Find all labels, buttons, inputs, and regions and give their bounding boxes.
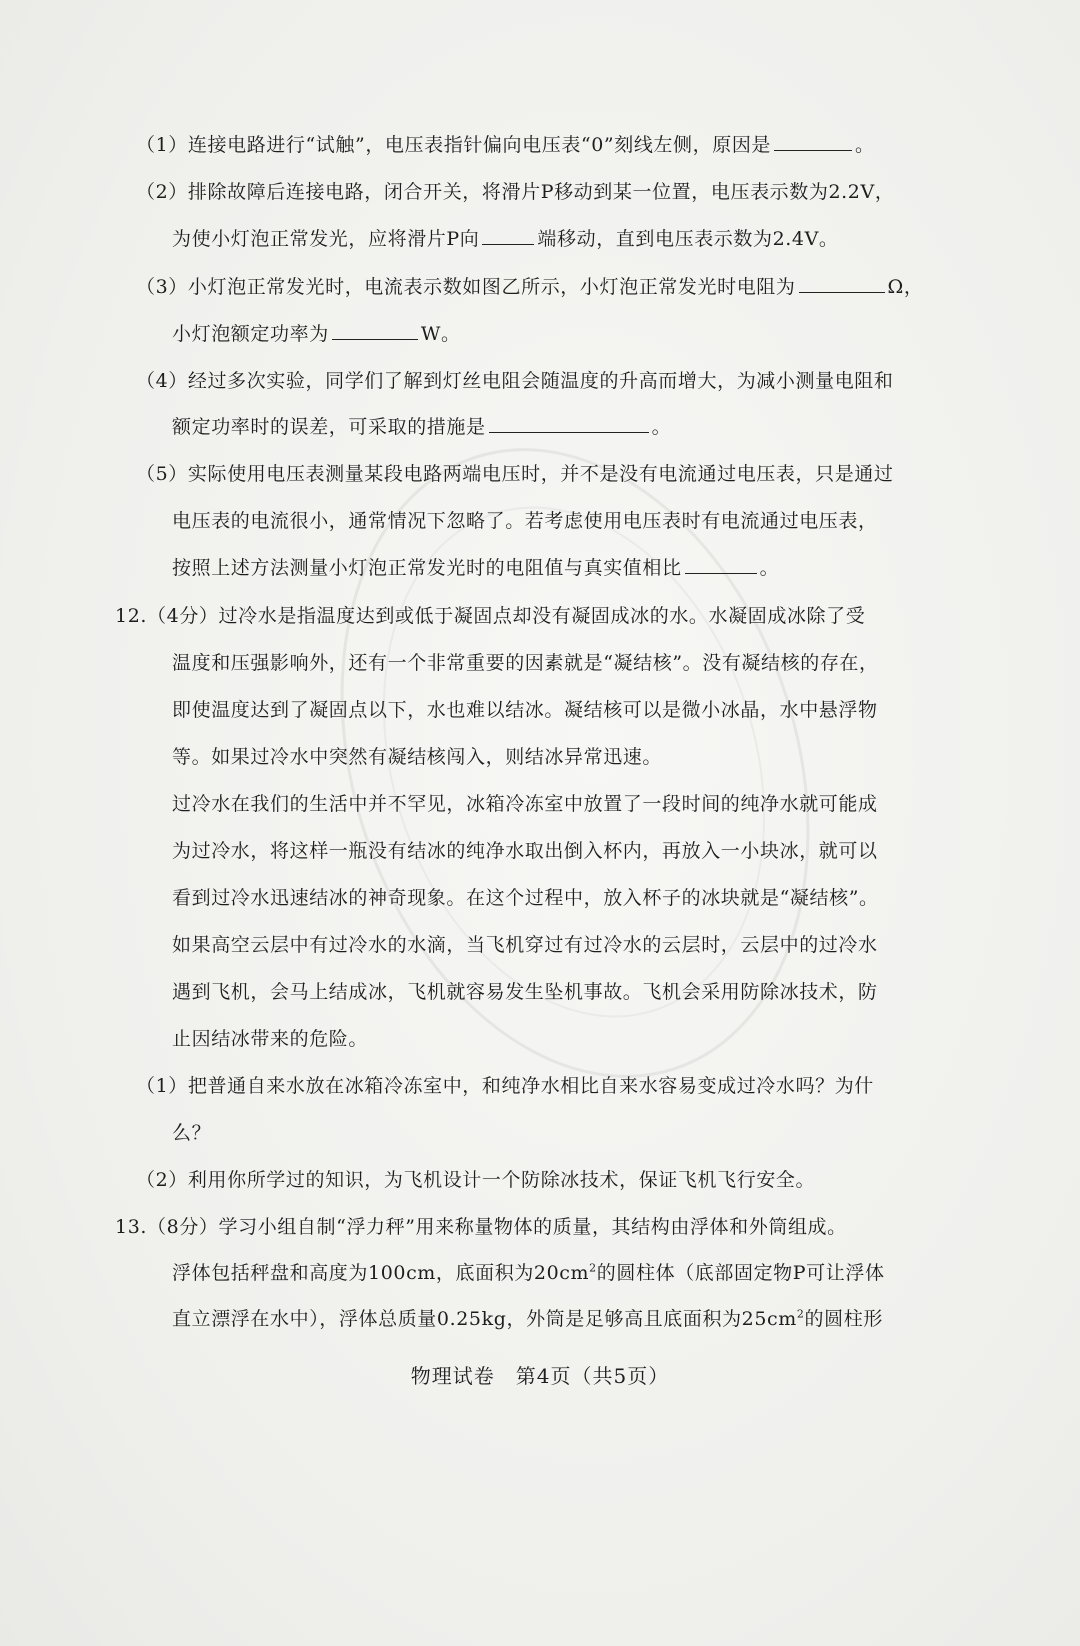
q11-part3-blank1[interactable] [799,274,885,293]
q11-part1-label: （1） [136,134,188,156]
q11-part4-text2b: 。 [651,416,672,438]
q12-text-line: 等。如果过冷水中突然有凝结核闯入，则结冰异常迅速。 [172,746,663,768]
q13-text1: 学习小组自制“浮力秤”用来称量物体的质量，其结构由浮体和外筒组成。 [218,1216,847,1238]
q11-part5-blank[interactable] [685,555,757,574]
q13-line3 [172,1306,883,1332]
q11-part4-line2 [172,414,671,440]
q11-part5-line3 [172,555,779,581]
q11-part1-end: 。 [855,134,875,156]
q11-part2-label: （2） [136,181,188,203]
q13-points: （8分） [147,1216,219,1238]
q12-text-line: 过冷水在我们的生活中并不罕见，冰箱冷冻室中放置了一段时间的纯净水就可能成 [172,793,878,815]
q12-sub1-line1 [136,1073,874,1099]
q11-part3-text1a: 小灯泡正常发光时，电流表示数如图乙所示，小灯泡正常发光时电阻为 [187,276,796,298]
q13-number: 13. [115,1216,148,1238]
q12-header [115,603,865,629]
q11-part4-label: （4） [136,370,188,392]
q12-text-line: 即使温度达到了凝固点以下，水也难以结冰。凝结核可以是微小冰晶，水中悬浮物 [172,699,878,721]
q11-part2-text2b: 端移动，直到电压表示数为2.4V。 [537,228,839,250]
q11-part5-text3b: 。 [759,557,780,579]
q11-part4-text2a: 额定功率时的误差，可采取的措施是 [172,416,486,438]
q13-text2b: 的圆柱体（底部固定物P可让浮体 [596,1262,885,1284]
q12-points: （4分） [147,605,219,627]
q11-part5-line2 [172,508,878,534]
q12-sub1-label: （1） [136,1075,188,1097]
q12-sub1-line2: 么？ [172,1122,212,1144]
q13-sup2: 2 [589,1261,597,1275]
q13-header [115,1214,847,1240]
q13-line2 [172,1260,885,1286]
q11-part3-text2b: W。 [420,323,461,345]
q11-part3-line2 [172,321,461,347]
q11-part4-line1 [136,368,894,394]
q12-sub1-text1: 把普通自来水放在冰箱冷冻室中，和纯净水相比自来水容易变成过冷水吗？为什 [187,1075,874,1097]
q12-sub2 [136,1167,815,1193]
q11-part2-line1 [136,179,894,205]
q11-part5-text1: 实际使用电压表测量某段电路两端电压时，并不是没有电流通过电压表，只是通过 [187,463,894,485]
q13-text3a: 直立漂浮在水中），浮体总质量0.25kg，外筒是足够高且底面积为25cm [172,1308,797,1330]
q12-text-line: 如果高空云层中有过冷水的水滴，当飞机穿过有过冷水的云层时，云层中的过冷水 [172,934,878,956]
q12-text-line: 止因结冰带来的危险。 [172,1028,369,1050]
q12-text-line: 为过冷水，将这样一瓶没有结冰的纯净水取出倒入杯内，再放入一小块冰，就可以 [172,840,878,862]
q11-part3-blank2[interactable] [332,321,418,340]
q11-part2-text1: 排除故障后连接电路，闭合开关，将滑片P移动到某一位置，电压表示数为2.2V， [187,181,895,203]
q11-part5-text3a: 按照上述方法测量小灯泡正常发光时的电阻值与真实值相比 [172,557,682,579]
q11-part3-text2a: 小灯泡额定功率为 [172,323,329,345]
q12-text-line: 过冷水是指温度达到或低于凝固点却没有凝固成冰的水。水凝固成冰除了受 [218,605,866,627]
q11-part2-text2a: 为使小灯泡正常发光，应将滑片P向 [172,228,480,250]
q12-text-line: 遇到飞机，会马上结成冰，飞机就容易发生坠机事故。飞机会采用防除冰技术，防 [172,981,878,1003]
q11-part2-line2 [172,226,839,252]
page-footer: 物理试卷 第4页（共5页） [410,1364,670,1388]
q11-part1 [136,132,875,158]
q11-part5-line1 [136,461,894,487]
q11-part4-blank[interactable] [489,414,649,433]
q13-text3b: 的圆柱形 [804,1308,883,1330]
q12-text-line: 看到过冷水迅速结冰的神奇现象。在这个过程中，放入杯子的冰块就是“凝结核”。 [172,887,879,909]
q11-part5-text2: 电压表的电流很小，通常情况下忽略了。若考虑使用电压表时有电流通过电压表， [172,510,878,532]
q13-text2a: 浮体包括秤盘和高度为100cm，底面积为20cm [172,1262,590,1284]
q11-part3-label: （3） [136,276,188,298]
q12-sub2-text: 利用你所学过的知识，为飞机设计一个防除冰技术，保证飞机飞行安全。 [187,1169,816,1191]
q11-part4-text1: 经过多次实验，同学们了解到灯丝电阻会随温度的升高而增大，为减小测量电阻和 [187,370,894,392]
q12-sub2-label: （2） [136,1169,188,1191]
q11-part3-line1 [136,274,923,300]
q11-part5-label: （5） [136,463,188,485]
q11-part2-blank[interactable] [482,226,534,245]
q13-sup3: 2 [796,1307,805,1321]
q11-part3-text1b: Ω， [887,276,924,298]
q11-part1-blank[interactable] [774,132,852,151]
q12-text-line: 温度和压强影响外，还有一个非常重要的因素就是“凝结核”。没有凝结核的存在， [172,652,879,674]
q12-number: 12. [115,605,148,627]
q11-part1-text: 连接电路进行“试触”，电压表指针偏向电压表“0”刻线左侧，原因是 [187,134,772,156]
